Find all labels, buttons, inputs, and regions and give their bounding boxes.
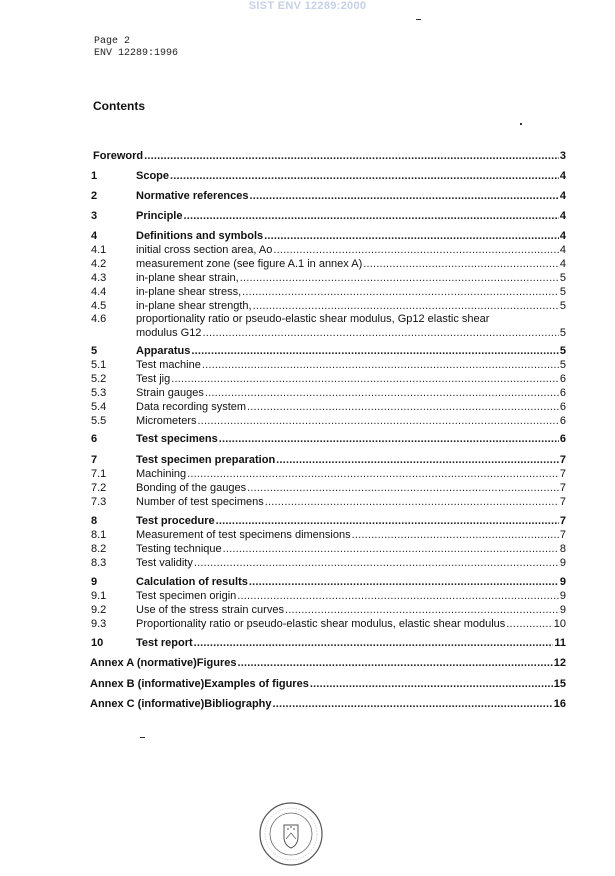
leader-dots <box>273 698 553 711</box>
toc-entry[interactable] <box>91 468 566 481</box>
toc-entry-page: 5 <box>559 272 566 284</box>
toc-entry-page: 4 <box>559 210 566 222</box>
toc-entry-number: 7 <box>91 454 98 466</box>
toc-entry-page: 12 <box>553 657 566 669</box>
toc-entry-number: 2 <box>91 190 98 202</box>
leader-dots <box>310 678 553 691</box>
leader-dots <box>247 482 559 495</box>
scan-mark <box>520 123 522 125</box>
toc-entry-label-continued: modulus G12 <box>136 327 202 339</box>
leader-dots <box>202 327 558 340</box>
toc-entry[interactable] <box>91 529 566 542</box>
contents-title: Contents <box>93 99 145 113</box>
toc-entry-page: 6 <box>559 401 566 413</box>
toc-entry-label: Proportionality ratio or pseudo-elastic shear modulus, elastic shear modulus <box>136 618 506 630</box>
toc-entry-label: Normative references <box>136 190 249 202</box>
toc-entry-number: 4.1 <box>91 244 107 256</box>
toc-entry[interactable] <box>91 313 566 341</box>
toc-entry-page: 9 <box>559 557 566 569</box>
toc-entry-page: 7 <box>559 482 566 494</box>
toc-entry-label: Scope <box>136 170 170 182</box>
toc-entry[interactable] <box>91 576 566 589</box>
toc-entry-page: 7 <box>559 515 566 527</box>
toc-entry[interactable] <box>91 230 566 243</box>
toc-entry-page: 4 <box>559 230 566 242</box>
toc-entry[interactable] <box>91 515 566 528</box>
toc-entry-label: Test procedure <box>136 515 215 527</box>
toc-entry[interactable] <box>91 557 566 570</box>
leader-dots <box>506 618 552 631</box>
toc-entry-page: 9 <box>559 576 566 588</box>
toc-entry-page: 5 <box>559 345 566 357</box>
toc-entry-page: 11 <box>554 637 566 649</box>
toc-entry[interactable] <box>91 210 566 223</box>
toc-entry[interactable] <box>91 543 566 556</box>
leader-dots <box>216 515 559 528</box>
toc-entry-page: 6 <box>559 415 566 427</box>
leader-dots <box>237 590 559 603</box>
leader-dots <box>240 272 559 285</box>
leader-dots <box>170 170 559 183</box>
scan-mark <box>140 737 145 738</box>
toc-entry[interactable] <box>91 604 566 617</box>
toc-entry-label: Test validity <box>136 557 193 569</box>
leader-dots <box>285 604 559 617</box>
toc-entry[interactable] <box>91 637 566 650</box>
toc-entry-label: Measurement of test specimens dimensions <box>136 529 351 541</box>
toc-entry-label: Machining <box>136 468 187 480</box>
toc-entry-page: 4 <box>559 170 566 182</box>
leader-dots <box>194 557 559 570</box>
toc-entry[interactable] <box>90 698 566 711</box>
leader-dots <box>183 210 558 223</box>
leader-dots <box>144 150 559 163</box>
toc-entry[interactable] <box>91 244 566 257</box>
toc-entry-page: 9 <box>559 590 566 602</box>
toc-entry[interactable] <box>91 373 566 386</box>
leader-dots <box>247 401 559 414</box>
leader-dots <box>187 468 559 481</box>
toc-entry[interactable] <box>91 345 566 358</box>
toc-entry[interactable] <box>91 300 566 313</box>
toc-entry-number: 4.2 <box>91 258 107 270</box>
toc-entry[interactable] <box>90 657 566 670</box>
toc-entry[interactable] <box>91 401 566 414</box>
toc-entry[interactable] <box>93 150 566 163</box>
toc-entry-number: 5.1 <box>91 359 107 371</box>
toc-entry-page: 4 <box>559 244 566 256</box>
scan-mark <box>416 19 421 20</box>
toc-entry-label: Micrometers <box>136 415 197 427</box>
toc-entry-number: 4.6 <box>91 313 107 325</box>
toc-entry-number: 8.1 <box>91 529 107 541</box>
toc-entry-label: proportionality ratio or pseudo-elastic shear modulus, Gp12 elastic shear <box>136 313 490 325</box>
toc-entry-number: 5.5 <box>91 415 107 427</box>
document-id: ENV 12289:1996 <box>94 48 179 59</box>
toc-entry-number: 9 <box>91 576 98 588</box>
toc-entry-label: Test report <box>136 637 193 649</box>
toc-entry-label: Annex C (informative)Bibliography <box>90 698 272 710</box>
leader-dots <box>273 244 559 257</box>
toc-entry[interactable] <box>91 482 566 495</box>
toc-entry-number: 7.1 <box>91 468 107 480</box>
toc-entry-label: Testing technique <box>136 543 222 555</box>
toc-entry-number: 8.2 <box>91 543 107 555</box>
toc-entry[interactable] <box>91 590 566 603</box>
watermark: SIST ENV 12289:2000 <box>248 0 367 12</box>
toc-entry-page: 6 <box>559 373 566 385</box>
toc-entry-label: in-plane shear strain, <box>136 272 239 284</box>
toc-entry[interactable] <box>91 286 566 299</box>
toc-entry-label: Strain gauges <box>136 387 204 399</box>
toc-entry-number: 4.4 <box>91 286 107 298</box>
official-seal-stamp <box>258 801 324 867</box>
toc-entry-label: measurement zone (see figure A.1 in annex A) <box>136 258 363 270</box>
toc-entry[interactable] <box>91 387 566 400</box>
leader-dots <box>238 657 553 670</box>
toc-entry-number: 9.2 <box>91 604 107 616</box>
toc-entry-number: 3 <box>91 210 98 222</box>
toc-entry-page: 16 <box>553 698 566 710</box>
toc-entry-page: 5 <box>559 359 566 371</box>
toc-entry-page: 8 <box>559 543 566 555</box>
toc-entry-number: 5.3 <box>91 387 107 399</box>
toc-entry-page: 10 <box>553 618 566 630</box>
toc-entry-label: Foreword <box>93 150 144 162</box>
toc-entry-number: 9.3 <box>91 618 107 630</box>
leader-dots <box>250 190 559 203</box>
toc-entry[interactable] <box>91 454 566 467</box>
toc-entry-label: Data recording system <box>136 401 247 413</box>
leader-dots <box>219 433 559 446</box>
toc-entry-page: 4 <box>559 190 566 202</box>
leader-dots <box>276 454 559 467</box>
toc-entry[interactable] <box>90 678 566 691</box>
toc-entry-number: 1 <box>91 170 98 182</box>
toc-entry-page: 6 <box>559 433 566 445</box>
toc-entry-number: 9.1 <box>91 590 107 602</box>
leader-dots <box>249 576 559 589</box>
toc-entry-label: Use of the stress strain curves <box>136 604 284 616</box>
toc-entry-number: 10 <box>91 637 104 649</box>
toc-entry-number: 4.3 <box>91 272 107 284</box>
leader-dots <box>202 359 559 372</box>
toc-entry-number: 4.5 <box>91 300 107 312</box>
toc-entry-page: 5 <box>559 300 566 312</box>
toc-entry-number: 8.3 <box>91 557 107 569</box>
leader-dots <box>223 543 559 556</box>
toc-entry[interactable] <box>91 258 566 271</box>
toc-entry-number: 5.4 <box>91 401 107 413</box>
toc-entry-page: 4 <box>559 258 566 270</box>
toc-entry-label: Principle <box>136 210 183 222</box>
toc-entry[interactable] <box>91 433 566 446</box>
toc-entry-label: Definitions and symbols <box>136 230 264 242</box>
toc-entry-number: 6 <box>91 433 98 445</box>
toc-entry[interactable] <box>91 618 566 631</box>
toc-entry[interactable] <box>91 190 566 203</box>
leader-dots <box>265 496 559 509</box>
toc-entry-page: 5 <box>559 286 566 298</box>
toc-entry-label: Annex A (normative)Figures <box>90 657 237 669</box>
toc-entry-page: 7 <box>559 496 566 508</box>
toc-entry-number: 7.3 <box>91 496 107 508</box>
toc-entry-page: 7 <box>559 468 566 480</box>
toc-entry[interactable] <box>91 272 566 285</box>
leader-dots <box>264 230 559 243</box>
leader-dots <box>205 387 559 400</box>
leader-dots <box>253 300 559 313</box>
toc-entry[interactable] <box>91 359 566 372</box>
leader-dots <box>194 637 554 650</box>
page-header <box>94 36 178 60</box>
toc-entry-number: 4 <box>91 230 98 242</box>
leader-dots <box>363 258 559 271</box>
toc-entry-page: 9 <box>559 604 566 616</box>
leader-dots <box>352 529 559 542</box>
toc-entry-number: 5 <box>91 345 98 357</box>
toc-entry-page: 7 <box>559 454 566 466</box>
toc-entry[interactable] <box>91 496 566 509</box>
toc-entry[interactable] <box>91 415 566 428</box>
toc-entry-number: 8 <box>91 515 98 527</box>
toc-entry-label: Test jig <box>136 373 171 385</box>
leader-dots <box>171 373 559 386</box>
toc-entry-label: in-plane shear strength, <box>136 300 252 312</box>
toc-entry-label: Test machine <box>136 359 201 371</box>
toc-entry-page: 3 <box>559 150 566 162</box>
toc-entry-number: 7.2 <box>91 482 107 494</box>
leader-dots <box>198 415 559 428</box>
toc-entry-page: 6 <box>559 387 566 399</box>
toc-entry-label: Bonding of the gauges <box>136 482 247 494</box>
toc-entry-label: Annex B (informative)Examples of figures <box>90 678 309 690</box>
toc-entry-label: Number of test specimens <box>136 496 264 508</box>
toc-entry-label: Apparatus <box>136 345 191 357</box>
page-number: Page 2 <box>94 36 131 47</box>
toc-entry-label: Calculation of results <box>136 576 248 588</box>
leader-dots <box>242 286 559 299</box>
toc-entry-page: 7 <box>559 529 566 541</box>
toc-entry-label: Test specimen preparation <box>136 454 276 466</box>
toc-entry-page: 5 <box>559 327 566 339</box>
toc-entry-label: initial cross section area, Ao <box>136 244 273 256</box>
toc-entry-number: 5.2 <box>91 373 107 385</box>
toc-entry-label: Test specimen origin <box>136 590 237 602</box>
toc-entry[interactable] <box>91 170 566 183</box>
toc-entry-label: in-plane shear stress, <box>136 286 242 298</box>
leader-dots <box>191 345 558 358</box>
toc-entry-label: Test specimens <box>136 433 218 445</box>
toc-entry-page: 15 <box>553 678 566 690</box>
